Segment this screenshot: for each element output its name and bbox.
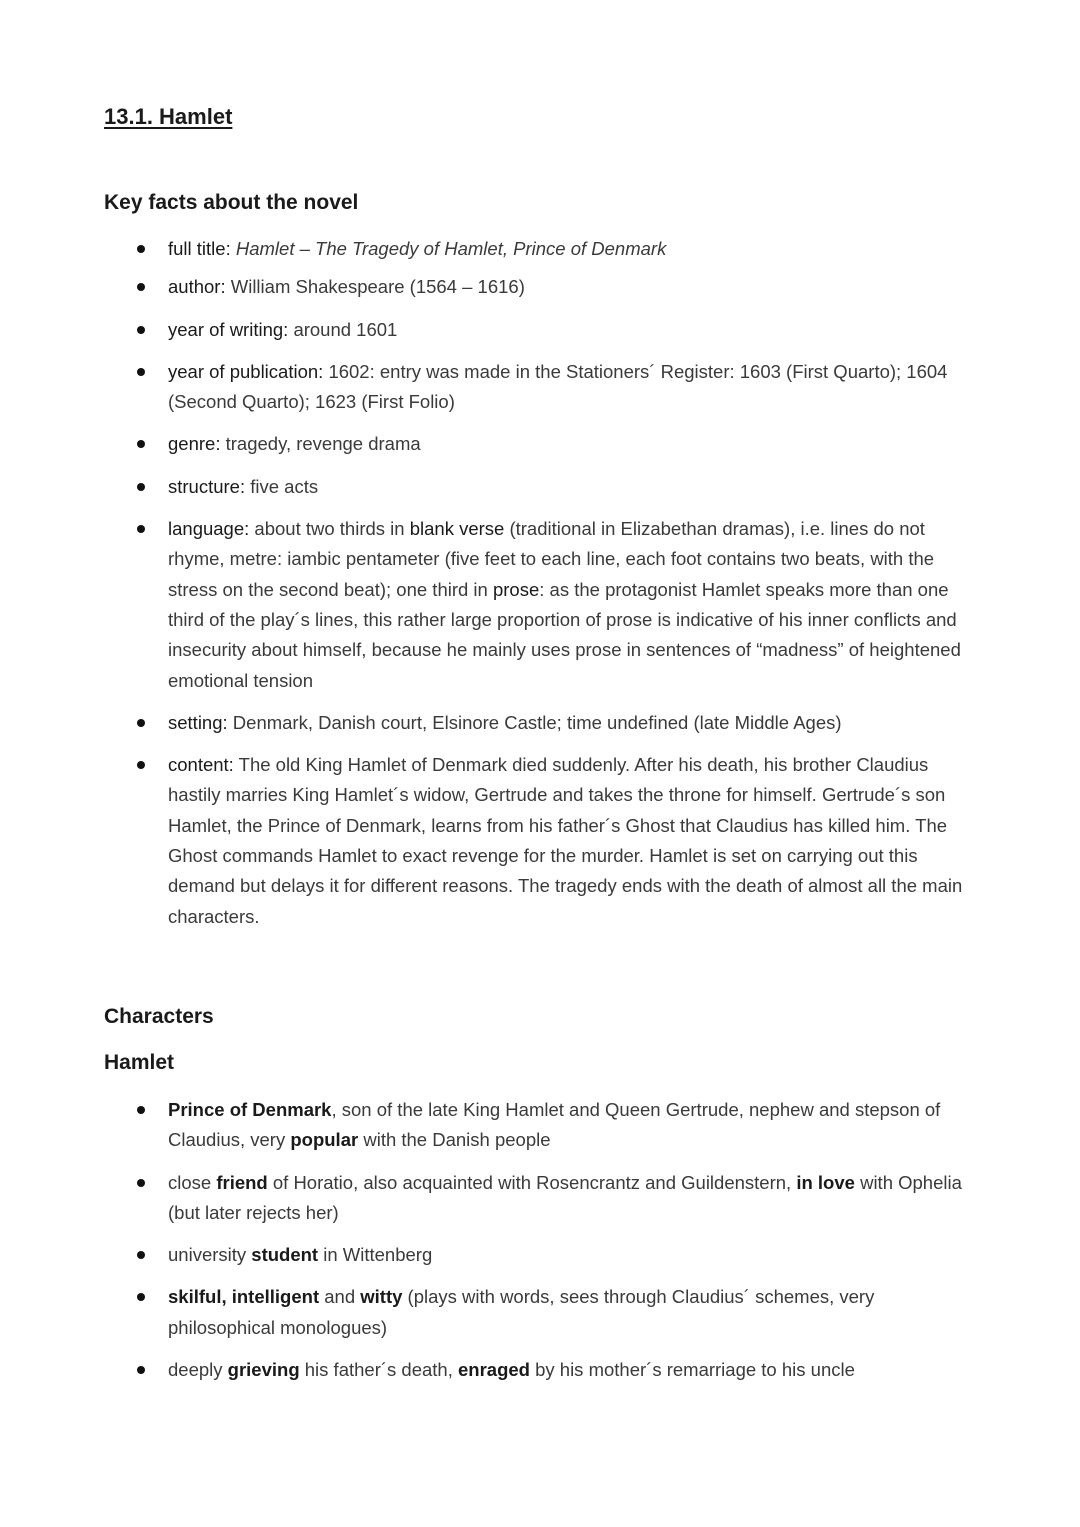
trait-grieving: deeply grieving his father´s death, enraged by his mother´s remarriage to his uncle [0,1355,1080,1385]
trait-prince: Prince of Denmark, son of the late King Hamlet and Queen Gertrude, nephew and stepson of Claudius, very popular with the Danish people [0,1095,1080,1156]
fact-setting: setting: Denmark, Danish court, Elsinore Castle; time undefined (late Middle Ages) [0,708,1080,738]
hamlet-traits-list [0,1095,1080,1385]
key-facts-list [0,234,1080,932]
bullet-icon [137,1251,145,1259]
hamlet-heading: Hamlet [104,1051,175,1074]
trait-skilful: skilful, intelligent and witty (plays with words, sees through Claudius´ schemes, very philosophical monologues) [0,1282,1080,1343]
page-title: 13.1. Hamlet [104,104,233,129]
bullet-icon [137,283,145,291]
bullet-icon [137,719,145,727]
bullet-icon [137,761,145,769]
fact-year-of-writing: year of writing: around 1601 [0,315,1080,345]
bullet-icon [137,525,145,533]
bullet-icon [137,1179,145,1187]
fact-genre: genre: tragedy, revenge drama [0,429,1080,459]
fact-content: content: The old King Hamlet of Denmark died suddenly. After his death, his brother Claudius hastily marries King Hamlet´s widow, Gertrude and takes the throne for himself. Gertrude´s son Hamlet, the Prince of Denmark, learns from his father´s Ghost that Claudius has killed him. The Ghost commands Hamlet to exact revenge for the murder. Hamlet is set on carrying out this demand but delays it for different reasons. The tragedy ends with the death of almost all the main characters. [0,750,1080,932]
fact-language: language: about two thirds in blank verse (traditional in Elizabethan dramas), i.e. lines do not rhyme, metre: iambic pentameter (five feet to each line, each foot contains two beats, with the stress on the second beat); one third in prose: as the protagonist Hamlet speaks more than one third of the play´s lines, this rather large proportion of prose is indicative of his inner conflicts and insecurity about himself, because he mainly uses prose in sentences of “madness” of heightened emotional tension [0,514,1080,696]
fact-structure: structure: five acts [0,472,1080,502]
fact-year-of-publication: year of publication: 1602: entry was made in the Stationers´ Register: 1603 (First Quarto); 1604 (Second Quarto); 1623 (First Folio) [0,357,1080,418]
trait-friend: close friend of Horatio, also acquainted with Rosencrantz and Guildenstern, in love with Ophelia (but later rejects her) [0,1168,1080,1229]
characters-heading: Characters [104,1005,214,1028]
bullet-icon [137,1106,145,1114]
bullet-icon [137,245,145,253]
bullet-icon [137,368,145,376]
key-facts-heading: Key facts about the novel [104,191,359,214]
bullet-icon [137,483,145,491]
trait-student: university student in Wittenberg [0,1240,1080,1270]
bullet-icon [137,440,145,448]
fact-full-title: full title: Hamlet – The Tragedy of Hamlet, Prince of Denmark [0,234,1080,264]
fact-author: author: William Shakespeare (1564 – 1616) [0,272,1080,302]
bullet-icon [137,326,145,334]
bullet-icon [137,1366,145,1374]
bullet-icon [137,1293,145,1301]
